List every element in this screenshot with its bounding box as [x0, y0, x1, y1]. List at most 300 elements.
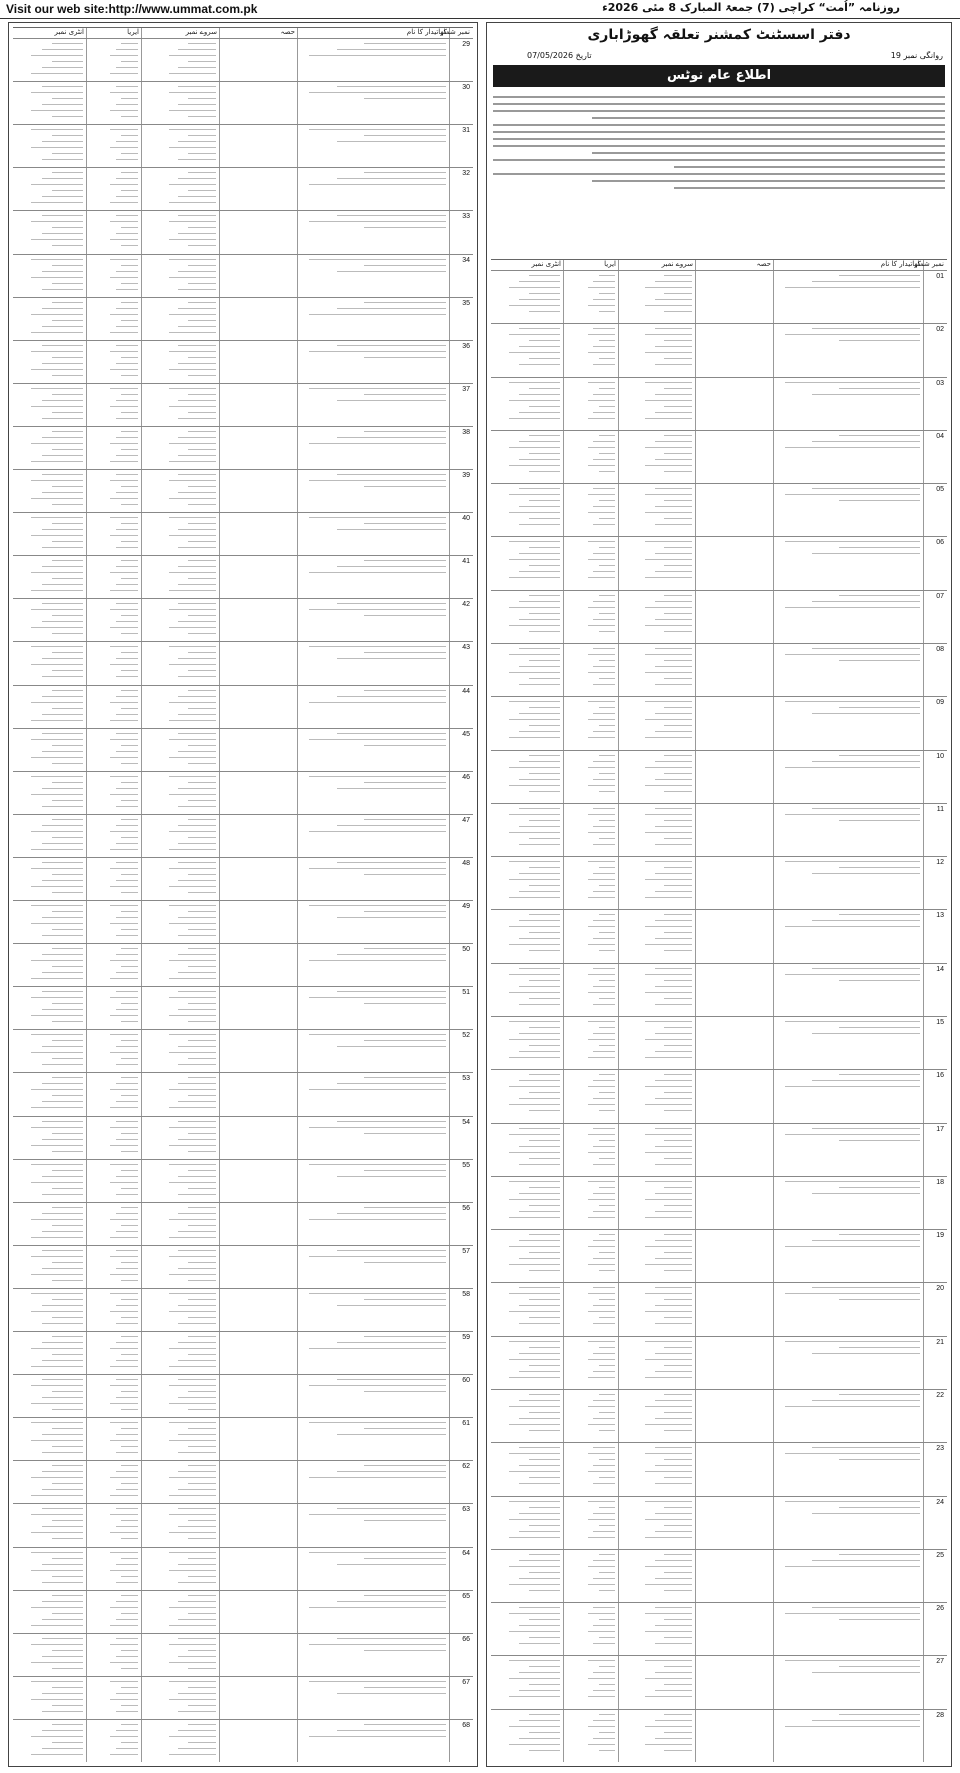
cell-text-line — [655, 619, 692, 620]
cell-text-line — [655, 1720, 692, 1721]
cell-text-line — [593, 891, 615, 892]
cell-text-line — [364, 302, 446, 303]
cell-text-line — [529, 1394, 560, 1395]
cell-text-line — [116, 141, 138, 142]
cell-text-line — [364, 1170, 446, 1171]
cell-text-line — [110, 1052, 138, 1053]
cell-text-line — [31, 129, 83, 130]
cell-text-line — [31, 1293, 83, 1294]
cell-text-line — [593, 1258, 615, 1259]
cell-text-line — [655, 1033, 692, 1034]
cell-text-line — [509, 541, 560, 542]
cell-text-line — [364, 1391, 446, 1392]
cell-text-line — [309, 997, 446, 998]
cell-text-line — [664, 1684, 692, 1685]
cell-text-line — [178, 547, 216, 548]
cell-text-line — [42, 1064, 83, 1065]
cell-text-line — [52, 708, 83, 709]
cell-text-line — [110, 259, 138, 260]
cell-text-line — [655, 1051, 692, 1052]
cell-text-line — [364, 523, 446, 524]
cell-text-line — [519, 1033, 560, 1034]
cell-text-line — [588, 334, 615, 335]
cell-text-line — [593, 488, 615, 489]
cell-text-line — [364, 1262, 446, 1263]
cell-text-line — [509, 1152, 560, 1153]
cell-text-line — [178, 825, 216, 826]
cell-text-line — [42, 1748, 83, 1749]
cell-text-line — [110, 351, 138, 352]
cell-text-line — [588, 541, 615, 542]
cell-text-line — [309, 480, 446, 481]
table-row — [13, 297, 473, 341]
cell-text-line — [31, 443, 83, 444]
cell-text-line — [31, 1182, 83, 1183]
cell-text-line — [52, 615, 83, 616]
cell-text-line — [599, 500, 615, 501]
cell-text-line — [529, 867, 560, 868]
cell-text-line — [31, 1145, 83, 1146]
cell-text-line — [116, 1360, 138, 1361]
table-row — [13, 167, 473, 211]
cell-text-line — [116, 1323, 138, 1324]
cell-text-line — [645, 1377, 692, 1378]
cell-text-line — [655, 891, 692, 892]
cell-text-line — [121, 578, 138, 579]
cell-text-line — [509, 767, 560, 768]
cell-text-line — [116, 1176, 138, 1177]
cell-text-line — [169, 646, 216, 647]
cell-text-line — [509, 382, 560, 383]
cell-text-line — [309, 1736, 446, 1737]
cell-text-line — [593, 346, 615, 347]
cell-text-line — [110, 978, 138, 979]
cell-text-line — [121, 1613, 138, 1614]
cell-text-line — [178, 233, 216, 234]
row-number: 14 — [936, 966, 944, 973]
cell-text-line — [364, 98, 446, 99]
cell-text-line — [519, 1465, 560, 1466]
cell-text-line — [664, 1140, 692, 1141]
cell-text-line — [645, 1660, 692, 1661]
cell-text-line — [188, 1650, 216, 1651]
cell-text-line — [664, 773, 692, 774]
cell-text-line — [519, 713, 560, 714]
cell-text-line — [42, 1638, 83, 1639]
cell-text-line — [519, 1625, 560, 1626]
cell-text-line — [509, 1039, 560, 1040]
cell-text-line — [645, 382, 692, 383]
cell-text-line — [42, 954, 83, 955]
cell-text-line — [588, 1134, 615, 1135]
cell-text-line — [655, 1643, 692, 1644]
cell-text-line — [337, 437, 446, 438]
cell-text-line — [31, 1256, 83, 1257]
text-line — [493, 138, 945, 140]
cell-text-line — [116, 1564, 138, 1565]
cell-text-line — [593, 920, 615, 921]
cell-text-line — [655, 761, 692, 762]
table-row — [13, 943, 473, 987]
cell-text-line — [188, 190, 216, 191]
cell-text-line — [645, 974, 692, 975]
cell-text-line — [509, 1104, 560, 1105]
cell-text-line — [52, 449, 83, 450]
cell-text-line — [645, 1424, 692, 1425]
table-row — [13, 986, 473, 1030]
cell-text-line — [599, 707, 615, 708]
cell-text-line — [588, 1264, 615, 1265]
cell-text-line — [42, 1379, 83, 1380]
row-number: 45 — [462, 731, 470, 738]
table-row — [491, 323, 947, 377]
cell-text-line — [116, 1268, 138, 1269]
cell-text-line — [519, 873, 560, 874]
table-row — [13, 426, 473, 470]
cell-text-line — [52, 1336, 83, 1337]
cell-text-line — [529, 998, 560, 999]
row-number: 02 — [936, 326, 944, 333]
cell-text-line — [588, 1039, 615, 1040]
cell-text-line — [52, 265, 83, 266]
cell-text-line — [588, 1660, 615, 1661]
cell-text-line — [645, 1181, 692, 1182]
cell-text-line — [337, 1342, 446, 1343]
cell-text-line — [599, 1732, 615, 1733]
cell-text-line — [839, 1507, 920, 1508]
cell-text-line — [31, 535, 83, 536]
cell-text-line — [42, 584, 83, 585]
cell-text-line — [52, 652, 83, 653]
cell-text-line — [31, 184, 83, 185]
cell-text-line — [188, 245, 216, 246]
cell-text-line — [178, 49, 216, 50]
cell-text-line — [785, 1613, 920, 1614]
cell-text-line — [364, 1724, 446, 1725]
table-row — [491, 377, 947, 431]
cell-text-line — [529, 1714, 560, 1715]
cell-text-line — [519, 1643, 560, 1644]
cell-text-line — [110, 1514, 138, 1515]
cell-text-line — [31, 739, 83, 740]
cell-text-line — [655, 1371, 692, 1372]
cell-text-line — [309, 388, 446, 389]
cell-text-line — [188, 1705, 216, 1706]
cell-text-line — [42, 1176, 83, 1177]
cell-text-line — [116, 1101, 138, 1102]
cell-text-line — [42, 1194, 83, 1195]
cell-text-line — [645, 1152, 692, 1153]
cell-text-line — [31, 1311, 83, 1312]
cell-text-line — [593, 1690, 615, 1691]
cell-text-line — [593, 1400, 615, 1401]
cell-text-line — [599, 1572, 615, 1573]
cell-text-line — [121, 172, 138, 173]
cell-text-line — [529, 1750, 560, 1751]
cell-text-line — [178, 196, 216, 197]
cell-text-line — [188, 1262, 216, 1263]
cell-text-line — [31, 794, 83, 795]
cell-text-line — [31, 978, 83, 979]
cell-text-line — [655, 1483, 692, 1484]
table-row — [13, 1547, 473, 1591]
cell-text-line — [52, 1058, 83, 1059]
row-number: 01 — [936, 273, 944, 280]
cell-text-line — [593, 412, 615, 413]
cell-text-line — [116, 159, 138, 160]
cell-text-line — [309, 1422, 446, 1423]
cell-text-line — [178, 492, 216, 493]
cell-text-line — [110, 221, 138, 222]
cell-text-line — [31, 1034, 83, 1035]
cell-text-line — [519, 826, 560, 827]
cell-text-line — [188, 320, 216, 321]
cell-text-line — [655, 1211, 692, 1212]
cell-text-line — [31, 923, 83, 924]
cell-text-line — [812, 1287, 920, 1288]
cell-text-line — [52, 782, 83, 783]
cell-text-line — [664, 406, 692, 407]
cell-text-line — [116, 1194, 138, 1195]
cell-text-line — [593, 1560, 615, 1561]
row-number: 20 — [936, 1285, 944, 1292]
cell-text-line — [110, 1274, 138, 1275]
row-number: 28 — [936, 1712, 944, 1719]
cell-text-line — [31, 1089, 83, 1090]
cell-text-line — [655, 506, 692, 507]
cell-text-line — [588, 992, 615, 993]
cell-text-line — [31, 55, 83, 56]
cell-text-line — [178, 714, 216, 715]
cell-text-line — [169, 627, 216, 628]
cell-text-line — [839, 707, 920, 708]
cell-text-line — [645, 1471, 692, 1472]
cell-text-line — [169, 443, 216, 444]
cell-text-line — [593, 364, 615, 365]
cell-text-line — [588, 1584, 615, 1585]
cell-text-line — [116, 1526, 138, 1527]
cell-text-line — [664, 1619, 692, 1620]
cell-text-line — [116, 621, 138, 622]
cell-text-line — [599, 1205, 615, 1206]
row-number: 27 — [936, 1658, 944, 1665]
cell-text-line — [509, 1134, 560, 1135]
cell-text-line — [121, 449, 138, 450]
cell-text-line — [664, 340, 692, 341]
cell-text-line — [169, 277, 216, 278]
table-row — [491, 1123, 947, 1177]
cell-text-line — [110, 923, 138, 924]
cell-text-line — [52, 1133, 83, 1134]
cell-text-line — [812, 601, 920, 602]
cell-text-line — [588, 1613, 615, 1614]
row-number: 60 — [462, 1377, 470, 1384]
cell-text-line — [529, 1252, 560, 1253]
cell-text-line — [116, 86, 138, 87]
cell-text-line — [509, 719, 560, 720]
cell-text-line — [31, 1015, 83, 1016]
cell-text-line — [169, 406, 216, 407]
cell-text-line — [337, 1638, 446, 1639]
cell-text-line — [588, 287, 615, 288]
cell-text-line — [785, 767, 920, 768]
cell-text-line — [116, 1250, 138, 1251]
cell-text-line — [509, 1246, 560, 1247]
cell-text-line — [169, 1570, 216, 1571]
cell-text-line — [121, 1428, 138, 1429]
cell-text-line — [593, 601, 615, 602]
cell-text-line — [529, 885, 560, 886]
cell-text-line — [110, 1219, 138, 1220]
cell-text-line — [110, 1385, 138, 1386]
cell-text-line — [337, 1379, 446, 1380]
cell-text-line — [593, 826, 615, 827]
row-number: 67 — [462, 1679, 470, 1686]
cell-text-line — [309, 259, 446, 260]
cell-text-line — [42, 326, 83, 327]
cell-text-line — [42, 233, 83, 234]
text-line — [493, 173, 945, 175]
cell-text-line — [664, 631, 692, 632]
text-line — [592, 117, 945, 119]
cell-text-line — [839, 1074, 920, 1075]
cell-text-line — [645, 767, 692, 768]
cell-text-line — [645, 1678, 692, 1679]
cell-text-line — [42, 159, 83, 160]
site-url[interactable]: Visit our web site:http://www.ummat.com.pk — [6, 2, 258, 16]
cell-text-line — [110, 535, 138, 536]
cell-text-line — [593, 1323, 615, 1324]
cell-text-line — [42, 714, 83, 715]
cell-text-line — [42, 991, 83, 992]
cell-text-line — [178, 1656, 216, 1657]
cell-text-line — [785, 382, 920, 383]
cell-text-line — [655, 920, 692, 921]
cell-text-line — [178, 991, 216, 992]
cell-text-line — [116, 400, 138, 401]
cell-text-line — [31, 1736, 83, 1737]
cell-text-line — [309, 1644, 446, 1645]
cell-text-line — [364, 1003, 446, 1004]
column-header: نمبر شمار — [440, 28, 470, 36]
cell-text-line — [169, 1699, 216, 1700]
cell-text-line — [121, 1538, 138, 1539]
cell-text-line — [645, 1744, 692, 1745]
cell-text-line — [188, 1483, 216, 1484]
cell-text-line — [121, 283, 138, 284]
cell-text-line — [178, 529, 216, 530]
cell-text-line — [655, 779, 692, 780]
cell-text-line — [52, 98, 83, 99]
cell-text-line — [178, 437, 216, 438]
cell-text-line — [599, 631, 615, 632]
cell-text-line — [169, 868, 216, 869]
cell-text-line — [645, 1086, 692, 1087]
cell-text-line — [599, 453, 615, 454]
cell-text-line — [116, 1231, 138, 1232]
cell-text-line — [116, 603, 138, 604]
cell-text-line — [529, 1027, 560, 1028]
cell-text-line — [188, 116, 216, 117]
cell-text-line — [519, 1447, 560, 1448]
cell-text-line — [655, 1625, 692, 1626]
cell-text-line — [52, 819, 83, 820]
cell-text-line — [121, 1724, 138, 1725]
cell-text-line — [31, 221, 83, 222]
cell-text-line — [593, 459, 615, 460]
cell-text-line — [645, 1537, 692, 1538]
cell-text-line — [31, 1366, 83, 1367]
cell-text-line — [121, 1262, 138, 1263]
cell-text-line — [337, 178, 446, 179]
cell-text-line — [812, 1447, 920, 1448]
cell-text-line — [42, 1342, 83, 1343]
cell-text-line — [655, 648, 692, 649]
cell-text-line — [593, 619, 615, 620]
cell-text-line — [664, 1732, 692, 1733]
table-row — [13, 1202, 473, 1246]
cell-text-line — [42, 308, 83, 309]
row-number: 39 — [462, 472, 470, 479]
cell-text-line — [116, 972, 138, 973]
cell-text-line — [121, 800, 138, 801]
cell-text-line — [839, 1554, 920, 1555]
cell-text-line — [309, 739, 446, 740]
cell-text-line — [588, 672, 615, 673]
cell-text-line — [178, 1250, 216, 1251]
cell-text-line — [121, 652, 138, 653]
cell-text-line — [178, 86, 216, 87]
cell-text-line — [664, 1205, 692, 1206]
cell-text-line — [588, 607, 615, 608]
cell-text-line — [655, 1287, 692, 1288]
cell-text-line — [839, 755, 920, 756]
cell-text-line — [42, 418, 83, 419]
cell-text-line — [169, 1552, 216, 1553]
cell-text-line — [599, 1045, 615, 1046]
cell-text-line — [31, 1164, 83, 1165]
cell-text-line — [116, 1471, 138, 1472]
cell-text-line — [599, 1158, 615, 1159]
cell-text-line — [169, 517, 216, 518]
cell-text-line — [52, 1409, 83, 1410]
cell-text-line — [42, 141, 83, 142]
cell-text-line — [169, 572, 216, 573]
cell-text-line — [655, 524, 692, 525]
cell-text-line — [188, 265, 216, 266]
cell-text-line — [42, 825, 83, 826]
row-number: 44 — [462, 688, 470, 695]
cell-text-line — [188, 1021, 216, 1022]
cell-text-line — [364, 1558, 446, 1559]
cell-text-line — [309, 868, 446, 869]
cell-text-line — [519, 684, 560, 685]
cell-text-line — [519, 648, 560, 649]
cell-text-line — [121, 837, 138, 838]
cell-text-line — [529, 1732, 560, 1733]
cell-text-line — [110, 461, 138, 462]
cell-text-line — [116, 1397, 138, 1398]
cell-text-line — [121, 153, 138, 154]
cell-text-line — [593, 1080, 615, 1081]
cell-text-line — [588, 1311, 615, 1312]
text-line — [493, 96, 945, 98]
cell-text-line — [529, 1347, 560, 1348]
cell-text-line — [188, 1724, 216, 1725]
cell-text-line — [52, 911, 83, 912]
cell-text-line — [664, 1750, 692, 1751]
row-number: 29 — [462, 41, 470, 48]
